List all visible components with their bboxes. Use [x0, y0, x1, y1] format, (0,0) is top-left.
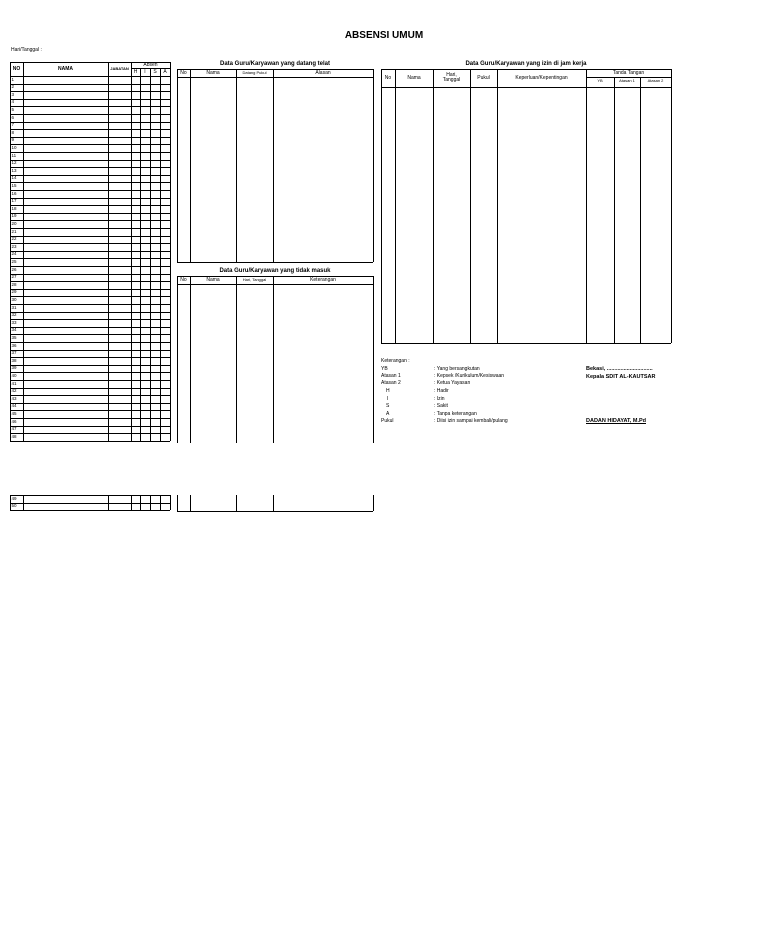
grid-line [381, 343, 671, 344]
legend-value-s: : Sakit [434, 403, 448, 409]
grid-line [10, 289, 170, 290]
grid-line [10, 312, 170, 313]
grid-line [10, 122, 170, 123]
row-number: 24 [11, 251, 17, 257]
grid-line [23, 62, 24, 441]
row-number: 29 [11, 289, 17, 295]
grid-line [10, 372, 170, 373]
absent-col-nama: Nama [206, 276, 220, 283]
grid-line [170, 495, 171, 510]
row-number: 32 [11, 312, 17, 318]
grid-line [10, 388, 170, 389]
row-number: 38 [11, 357, 17, 363]
row-number: 9 [11, 137, 15, 143]
legend-value-yb: : Yang bersangkutan [434, 366, 480, 372]
grid-line [373, 69, 374, 262]
absen-code-h: H [133, 68, 138, 75]
legend-key-yb: YB [381, 366, 388, 372]
row-number: 18 [11, 205, 17, 211]
legend-key-h: H [386, 388, 390, 394]
grid-line [150, 68, 151, 441]
row-number: 22 [11, 236, 17, 242]
row-number: 45 [11, 411, 17, 416]
grid-line [190, 276, 191, 443]
grid-line [10, 220, 170, 221]
row-number: 42 [11, 388, 17, 394]
grid-line [10, 106, 170, 107]
ttd-sub-atasan1: Atasan 1 [619, 78, 635, 83]
izin-col-no: No [384, 74, 392, 81]
grid-line [10, 228, 170, 229]
row-number: 43 [11, 395, 17, 401]
late-table-title: Data Guru/Karyawan yang datang telat [219, 61, 331, 67]
grid-line [10, 129, 170, 130]
legend-value-pukul: : Diisi izin sampai kembali/pulang [434, 418, 508, 424]
row-number: 15 [11, 183, 17, 188]
absen-code-s: S [153, 68, 157, 75]
grid-line [10, 503, 170, 504]
grid-line [381, 69, 671, 70]
grid-line [177, 69, 373, 70]
row-number: 10 [11, 145, 17, 150]
grid-line [140, 68, 141, 441]
grid-line [470, 69, 471, 343]
grid-line [10, 175, 170, 176]
row-number: 11 [11, 152, 17, 158]
grid-line [395, 69, 396, 343]
grid-line [10, 144, 170, 145]
grid-line [10, 160, 170, 161]
grid-line [497, 69, 498, 343]
grid-line [10, 190, 170, 191]
grid-line [614, 77, 615, 343]
row-number: 36 [11, 342, 17, 348]
grid-line [10, 84, 170, 85]
row-number: 4 [11, 99, 15, 105]
legend-key-pukul: Pukul [381, 418, 394, 424]
grid-line [177, 77, 373, 78]
legend-value-atasan1: : Kepsek /Kurikulum/Kesiswaan [434, 373, 505, 379]
grid-line [273, 276, 274, 443]
grid-line [586, 69, 587, 343]
grid-line [10, 433, 170, 434]
col-nama-header: NAMA [58, 65, 73, 72]
grid-line [10, 258, 170, 259]
grid-line [433, 69, 434, 343]
row-number: 17 [11, 198, 17, 204]
grid-line [10, 350, 170, 351]
date-label: Hari/Tanggal : [11, 47, 42, 53]
row-number: 33 [11, 319, 17, 325]
legend-key-atasan2: Atasan 2 [381, 380, 401, 386]
row-number: 47 [11, 426, 17, 432]
row-number: 26 [11, 266, 17, 272]
izin-col-nama: Nama [407, 74, 421, 81]
grid-line [10, 441, 170, 442]
row-number: 25 [11, 259, 17, 264]
grid-line [23, 495, 24, 510]
grid-line [10, 342, 170, 343]
row-number: 5 [11, 107, 15, 112]
row-number: 46 [11, 418, 17, 424]
grid-line [10, 304, 170, 305]
grid-line [10, 251, 170, 252]
grid-line [10, 213, 170, 214]
grid-line [140, 495, 141, 510]
grid-line [177, 284, 373, 285]
grid-line [10, 205, 170, 206]
row-number: 1 [11, 76, 15, 82]
legend-value-i: : Izin [434, 396, 445, 402]
row-number: 12 [11, 160, 17, 166]
late-col-alasan: Alasan [315, 69, 331, 76]
grid-line [10, 365, 170, 366]
legend-key-s: S [386, 403, 390, 409]
grid-line [10, 418, 170, 419]
legend-label: Keterangan : [381, 358, 410, 364]
grid-line [177, 276, 178, 443]
grid-line [10, 395, 170, 396]
grid-line [10, 152, 170, 153]
row-number: 48 [11, 433, 17, 439]
grid-line [10, 198, 170, 199]
grid-line [10, 495, 11, 510]
grid-line [236, 69, 237, 262]
grid-line [671, 69, 672, 343]
absen-code-i: I [144, 68, 146, 75]
legend-value-h: : Hadir [434, 388, 449, 394]
signature-position: Kepala SDIT AL-KAUTSAR [586, 374, 656, 380]
izin-table-title: Data Guru/Karyawan yang izin di jam kerja [465, 61, 587, 67]
grid-line [177, 69, 178, 262]
grid-line [381, 69, 382, 343]
grid-line [131, 495, 132, 510]
grid-line [10, 281, 170, 282]
late-col-no: No [180, 69, 187, 76]
grid-line [160, 68, 161, 441]
legend-key-atasan1: Atasan 1 [381, 373, 401, 379]
grid-line [10, 182, 170, 183]
row-number: 2 [11, 84, 15, 90]
row-number: 27 [11, 274, 17, 280]
grid-line [177, 511, 373, 512]
absent-col-keterangan: Keterangan [310, 276, 336, 283]
row-number: 14 [11, 175, 17, 181]
grid-line [640, 77, 641, 343]
grid-line [177, 262, 373, 263]
grid-line [10, 334, 170, 335]
grid-line [10, 243, 170, 244]
row-number: 28 [11, 281, 17, 287]
grid-line [373, 495, 374, 511]
row-number: 35 [11, 335, 17, 340]
signature-name: DADAN HIDAYAT, M.Pd [586, 418, 646, 424]
ttd-sub-yb: YB [597, 78, 603, 83]
row-number: 30 [11, 297, 17, 302]
grid-line [10, 266, 170, 267]
izin-col-ttd: Tanda Tangan [612, 69, 645, 76]
col-absen-header: Absen [143, 62, 158, 68]
grid-line [236, 495, 237, 511]
grid-line [10, 410, 170, 411]
grid-line [10, 76, 170, 77]
row-number: 16 [11, 190, 17, 196]
legend-value-a: : Tanpa keterangan [434, 411, 477, 417]
absent-col-no: No [180, 276, 187, 283]
grid-line [10, 380, 170, 381]
absent-table-title: Data Guru/Karyawan yang tidak masuk [219, 268, 331, 274]
legend-key-a: A [386, 411, 390, 417]
grid-line [10, 167, 170, 168]
grid-line [10, 319, 170, 320]
row-number: 21 [11, 228, 17, 234]
legend-value-atasan2: : Ketua Yayasan [434, 380, 471, 386]
grid-line [131, 62, 132, 441]
grid-line [150, 495, 151, 510]
col-jabatan-header: JABATAN [110, 66, 129, 71]
row-number: 13 [11, 167, 17, 173]
grid-line [190, 69, 191, 262]
ttd-sub-atasan2: Atasan 2 [647, 78, 664, 83]
izin-col-pukul: Pukul [477, 74, 490, 81]
row-number: 20 [11, 221, 17, 226]
grid-line [10, 274, 170, 275]
grid-line [108, 495, 109, 510]
izin-col-tanggal: Hari, Tanggal [442, 72, 461, 83]
absent-col-tanggal: Hari, Tanggal [242, 277, 267, 282]
row-number: 44 [11, 403, 17, 409]
grid-line [177, 276, 373, 277]
grid-line [10, 62, 11, 441]
grid-line [10, 327, 170, 328]
late-col-nama: Nama [206, 69, 220, 76]
grid-line [190, 495, 191, 511]
late-col-datang: Datang Pukul [242, 70, 267, 75]
grid-line [236, 276, 237, 443]
grid-line [586, 77, 671, 78]
row-number: 37 [11, 350, 17, 356]
grid-line [10, 296, 170, 297]
row-number: 50 [11, 503, 17, 509]
izin-col-keperluan: Keperluan/Kepentingan [515, 74, 568, 81]
row-number: 8 [11, 129, 15, 135]
page-title: ABSENSI UMUM [344, 30, 424, 41]
grid-line [10, 62, 170, 63]
grid-line [10, 91, 170, 92]
row-number: 49 [11, 495, 17, 501]
grid-line [10, 114, 170, 115]
row-number: 31 [11, 304, 17, 310]
grid-line [381, 87, 671, 88]
row-number: 34 [11, 327, 17, 333]
signature-place: Bekasi, .............................. [586, 366, 653, 372]
row-number: 7 [11, 122, 15, 128]
grid-line [10, 495, 170, 496]
row-number: 19 [11, 213, 17, 219]
absen-code-a: A [163, 68, 167, 75]
col-no-header: NO [12, 65, 21, 72]
grid-line [10, 357, 170, 358]
grid-line [10, 236, 170, 237]
grid-line [10, 510, 170, 511]
grid-line [10, 426, 170, 427]
grid-line [373, 276, 374, 443]
row-number: 40 [11, 373, 17, 378]
row-number: 39 [11, 365, 17, 371]
grid-line [177, 495, 178, 511]
grid-line [273, 495, 274, 511]
row-number: 6 [11, 114, 15, 120]
grid-line [160, 495, 161, 510]
row-number: 41 [11, 380, 17, 386]
grid-line [273, 69, 274, 262]
grid-line [108, 62, 109, 441]
grid-line [170, 62, 171, 441]
grid-line [10, 403, 170, 404]
grid-line [10, 99, 170, 100]
row-number: 23 [11, 243, 17, 249]
legend-key-i: I [387, 396, 389, 402]
row-number: 3 [11, 91, 15, 97]
grid-line [10, 137, 170, 138]
